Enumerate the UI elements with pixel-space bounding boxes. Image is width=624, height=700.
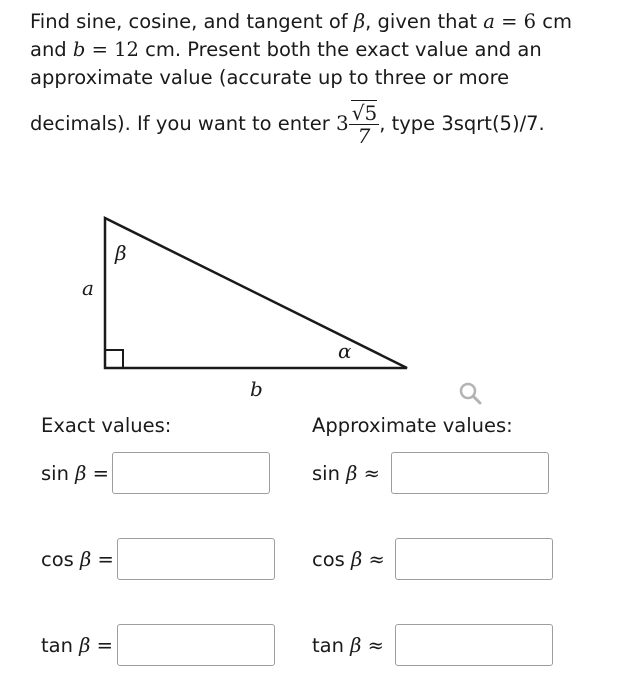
problem-text: , type 3sqrt(5)/7. (379, 112, 545, 135)
approx-sign: ≈ (362, 548, 385, 571)
approx-sign: ≈ (357, 462, 380, 485)
approx-sin-input[interactable] (391, 452, 549, 494)
magnifier-icon[interactable] (458, 381, 484, 411)
problem-text: decimals). If you want to enter (30, 112, 336, 135)
exact-values-title: Exact values: (41, 414, 172, 437)
problem-text: Find sine, cosine, and tangent of (30, 10, 354, 33)
func-name: tan (312, 634, 351, 657)
beta-symbol: β (350, 634, 362, 657)
problem-line-1 (30, 8, 600, 36)
label-alpha: α (338, 339, 352, 363)
example-denominator: 7 (357, 124, 371, 148)
approx-sign: ≈ (361, 634, 384, 657)
exact-tan-input[interactable] (117, 624, 275, 666)
func-name: tan (41, 634, 80, 657)
exact-cos-label (41, 548, 114, 571)
beta-symbol: β (80, 548, 92, 571)
approx-tan-input[interactable] (395, 624, 553, 666)
beta-symbol: β (75, 462, 87, 485)
problem-line-4 (30, 102, 600, 147)
beta-symbol: β (353, 10, 366, 33)
exact-sin-label (41, 462, 109, 485)
func-name: sin (41, 462, 76, 485)
triangle-svg (70, 205, 430, 395)
problem-statement (30, 8, 600, 147)
beta-symbol: β (351, 548, 363, 571)
beta-symbol: β (346, 462, 358, 485)
value-a: = 6 (494, 10, 537, 33)
equals-sign: = (90, 634, 113, 657)
problem-line-3: approximate value (accurate up to three or more (30, 66, 510, 89)
exact-sin-input[interactable] (112, 452, 270, 494)
exact-tan-label (41, 634, 113, 657)
unit-text: cm (536, 10, 572, 33)
beta-symbol: β (79, 634, 91, 657)
problem-text: cm. Present both the exact value and an (138, 38, 542, 61)
func-name: cos (41, 548, 81, 571)
triangle-diagram (70, 205, 430, 401)
problem-text: , given that (365, 10, 484, 33)
var-b: b (72, 38, 86, 61)
equals-sign: = (91, 548, 114, 571)
approx-tan-label (312, 634, 384, 657)
func-name: cos (312, 548, 352, 571)
example-whole: 3 (335, 111, 349, 135)
equals-sign: = (86, 462, 109, 485)
label-beta: β (115, 241, 127, 265)
approx-cos-input[interactable] (395, 538, 553, 580)
func-name: sin (312, 462, 347, 485)
exact-cos-input[interactable] (117, 538, 275, 580)
approx-sin-label (312, 462, 380, 485)
var-a: a (483, 10, 495, 33)
problem-line-2 (30, 36, 600, 64)
problem-text: and (30, 38, 73, 61)
value-b: = 12 (85, 38, 139, 61)
triangle-shape (105, 218, 407, 368)
example-fraction (349, 102, 379, 147)
approx-cos-label (312, 548, 385, 571)
label-a: a (82, 276, 94, 300)
label-b: b (250, 377, 263, 401)
approx-values-title: Approximate values: (312, 414, 513, 437)
example-sqrt: √5 (351, 101, 378, 125)
right-angle-marker (105, 350, 123, 368)
